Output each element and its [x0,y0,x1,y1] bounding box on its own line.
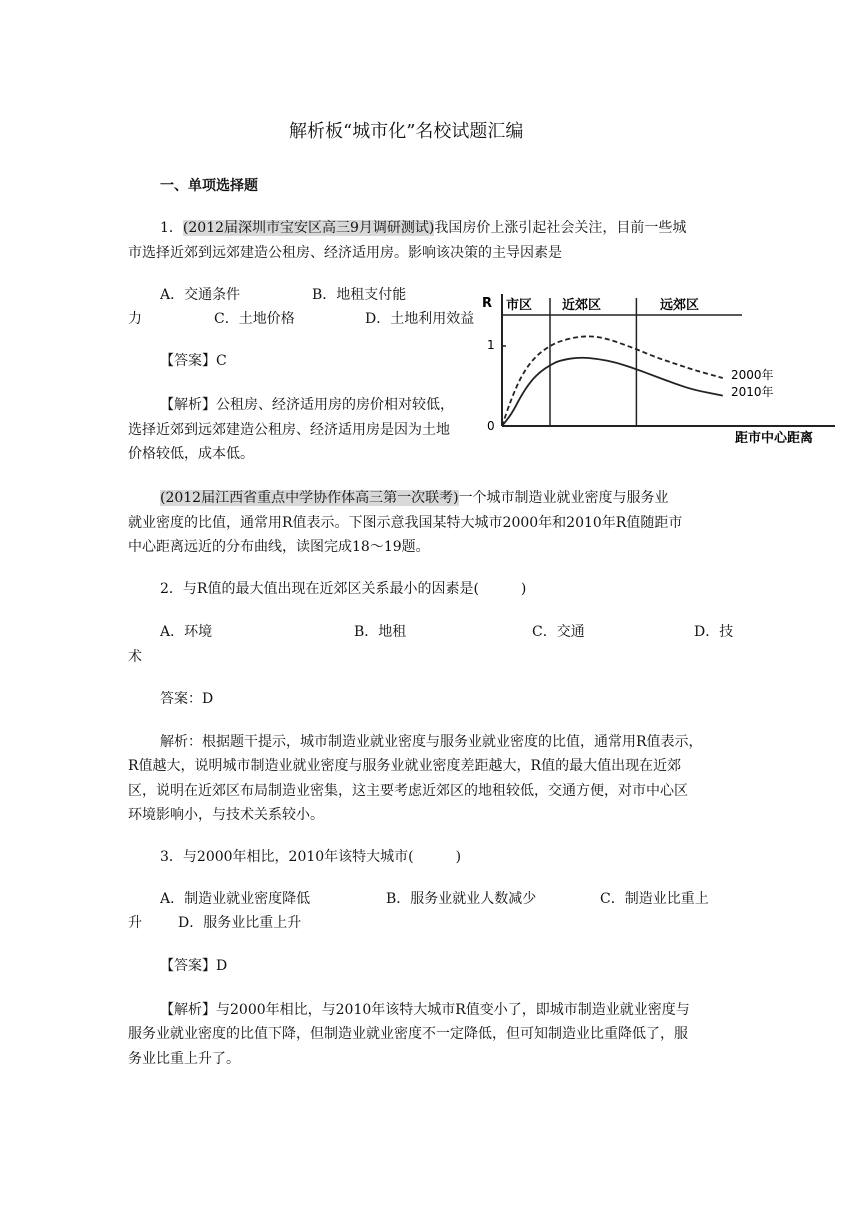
q3-answer: 【答案】D [160,958,228,974]
q2-option-d: D．技 [694,624,734,640]
legend-2000: 2000年 [731,368,774,382]
y-tick-0: 0 [487,419,495,433]
q2-answer: 答案：D [160,691,214,707]
page-title: 解析板“城市化”名校试题汇编 [289,121,524,142]
q1-analysis-2: 选择近郊到远郊建造公租房、经济适用房是因为土地 [128,422,450,438]
q2-analysis-1: 解析：根据题干提示，城市制造业就业密度与服务业就业密度的比值，通常用R值表示， [160,734,703,750]
zone-label-exurb: 远郊区 [660,298,700,313]
r-value-chart [480,290,840,450]
q3-option-b: B．服务业就业人数减少 [386,891,537,907]
q3-analysis-1: 【解析】与2000年相比，与2010年该特大城市R值变小了，即城市制造业就业密度与 [160,1002,690,1018]
q3-option-d: D．服务业比重上升 [178,915,302,931]
series-line-2000 [502,336,723,426]
y-axis-label: R [482,296,493,311]
zone-label-suburb: 近郊区 [562,298,602,313]
zone-label-urban: 市区 [506,298,533,313]
x-axis-label: 距市中心距离 [735,431,814,446]
q3-option-a: A．制造业就业密度降低 [160,891,311,907]
q1-source: (2012届深圳市宝安区高三9月调研测试) [182,220,435,236]
q1-analysis-3: 价格较低，成本低。 [128,446,254,462]
q1-option-c: C．土地价格 [214,311,295,327]
q3-analysis-2: 服务业就业密度的比值下降，但制造业就业密度不一定降低，但可知制造业比重降低了，服 [128,1026,688,1042]
section-title: 一、单项选择题 [160,178,258,194]
intro-line-3: 中心距离远近的分布曲线，读图完成18～19题。 [128,539,430,555]
q1-option-b: B．地租支付能 [312,287,407,303]
q2-option-b: B．地租 [354,624,407,640]
q2-option-a: A．环境 [160,624,213,640]
q1-option-a: A．交通条件 [160,287,241,303]
q1-stem-2: 市选择近郊到远郊建造公租房、经济适用房。影响该决策的主导因素是 [128,245,562,261]
q2-option-c: C．交通 [532,624,585,640]
intro-line-2: 就业密度的比值，通常用R值表示。下图示意我国某特大城市2000年和2010年R值随距市 [128,515,683,531]
intro-source: (2012届江西省重点中学协作体高三第一次联考) [160,490,459,506]
q1-analysis-1: 【解析】公租房、经济适用房的房价相对较低， [160,397,454,413]
y-tick-1: 1 [487,338,495,352]
legend-2010: 2010年 [731,385,774,399]
q2-analysis-2: R值越大，说明城市制造业就业密度与服务业就业密度差距越大，R值的最大值出现在近郊 [128,758,682,774]
intro-text-1: 一个城市制造业就业密度与服务业 [458,490,669,506]
q1-option-b-cont: 力 [128,311,142,327]
q1-option-d: D．土地利用效益 [365,311,475,327]
q3-option-c-cont: 升 [128,915,142,931]
q1-line-1 [160,217,686,237]
q2-analysis-3: 区，说明在近郊区布局制造业密集，这主要考虑近郊区的地租较低，交通方便，对市中心区 [128,783,688,799]
q2-stem: 2．与R值的最大值出现在近郊区关系最小的因素是( ) [160,581,527,597]
q2-analysis-4: 环境影响小，与技术关系较小。 [128,807,324,823]
intro-line-1 [160,487,669,507]
q3-stem: 3．与2000年相比，2010年该特大城市( ) [160,849,462,865]
q2-option-d-cont: 术 [128,649,142,665]
q1-number: 1． [160,220,183,236]
q3-option-c: C．制造业比重上 [600,891,709,907]
q1-answer: 【答案】C [160,353,227,369]
q1-stem-1: 我国房价上涨引起社会关注，目前一些城 [434,220,687,236]
q3-analysis-3: 务业比重上升了。 [128,1051,240,1067]
